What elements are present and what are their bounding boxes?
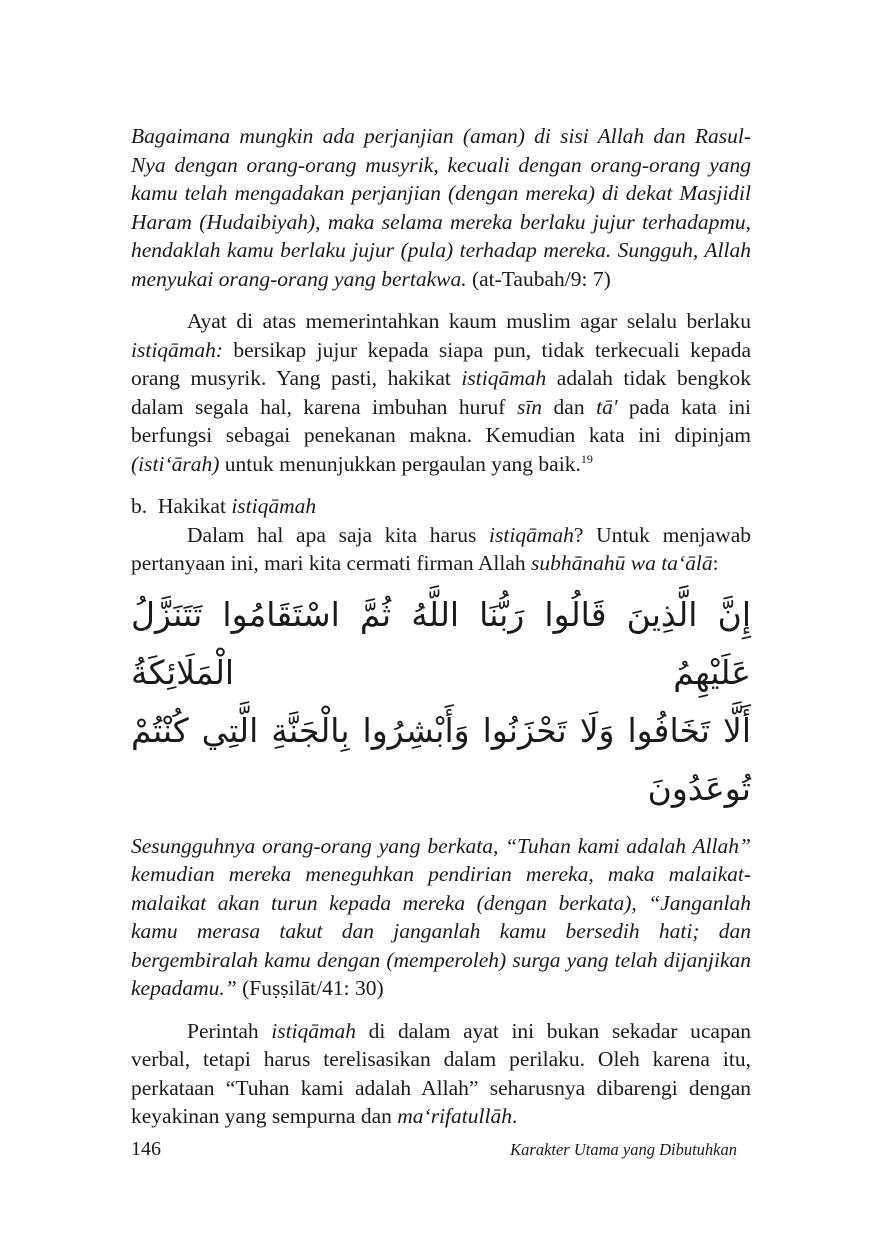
text: Dalam hal apa saja kita harus xyxy=(187,522,490,547)
text: ? Untuk menjawab pertanyaan ini, mari kita cermati firman Allah xyxy=(131,522,751,575)
text: Perintah xyxy=(187,1018,272,1043)
italic-term: istiqāmah xyxy=(271,1018,357,1043)
text: adalah tidak bengkok dalam segala hal, karena imbuhan huruf xyxy=(131,366,751,419)
section-label: b. xyxy=(131,494,148,518)
italic-term: istiqāmah xyxy=(231,494,317,518)
footnote-marker[interactable]: 19 xyxy=(580,451,593,466)
arabic-verse xyxy=(131,586,751,818)
italic-term: subhānahū wa ta‘ālā xyxy=(531,551,713,575)
text: untuk menunjukkan pergaulan yang baik. xyxy=(219,451,581,476)
page-footer xyxy=(131,1138,737,1161)
text: bersikap jujur kepada siapa pun, tidak terkecuali kepada orang musyrik. Yang pasti, hakikat xyxy=(131,337,751,390)
page-body xyxy=(131,122,751,1131)
italic-term: ma‘rifatullāh xyxy=(397,1104,512,1128)
citation: (at-Taubah/9: 7) xyxy=(471,266,611,291)
paragraph-istiqamah-meaning xyxy=(131,307,751,478)
text: di dalam ayat ini bukan sekadar ucapan verbal, tetapi harus terelisasikan dalam perilaku. Oleh karena itu, perkataan “Tuhan kami adalah Allah” seharusnya dibarengi dengan keyakinan yang sempurna dan xyxy=(131,1018,751,1128)
translation-text: Sesungguhnya orang-orang yang berkata, “Tuhan kami adalah Allah” kemudian mereka meneguhkan pendirian mereka, maka malaikat-malaikat akan turun kepada mereka (dengan berkata), “Janganlah kamu merasa takut dan janganlah kamu bersedih hati; dan bergembiralah kamu dengan (memperoleh) surga yang telah dijanjikan kepadamu.” xyxy=(131,833,751,1000)
text: pada kata ini berfungsi sebagai penekanan makna. Kemudian kata ini dipinjam xyxy=(131,394,752,447)
text: : xyxy=(712,551,719,575)
arabic-line-2: أَلَّا تَخَافُوا وَلَا تَحْزَنُوا وَأَبْشِرُوا بِالْجَنَّةِ الَّتِي كُنْتُمْ تُوعَدُونَ xyxy=(131,710,751,808)
italic-term: (isti‘ārah) xyxy=(131,451,220,476)
translation-text: Bagaimana mungkin ada perjanjian (aman) di sisi Allah dan Rasul-Nya dengan orang-orang musyrik, kecuali dengan orang-orang yang kamu telah mengadakan perjanjian (dengan mereka) di dekat Masjidil Haram (Hudaibiyah), maka selama mereka berlaku jujur terhadapmu, hendaklah kamu berlaku jujur (pula) terhadap mereka. Sungguh, Allah menyukai orang-orang yang bertakwa. xyxy=(131,124,751,291)
quran-translation-at-taubah xyxy=(131,122,751,293)
text: Hakikat xyxy=(157,494,232,518)
italic-term: istiqāmah xyxy=(489,522,574,547)
text: . xyxy=(511,1104,518,1128)
arabic-line-1: إِنَّ الَّذِينَ قَالُوا رَبُّنَا اللَّهُ ثُمَّ اسْتَقَامُوا تَتَنَزَّلُ عَلَيْهِمُ الْمَلَائِكَةُ xyxy=(131,594,751,692)
italic-term: sīn xyxy=(516,394,543,419)
paragraph-question xyxy=(131,521,751,578)
citation: (Fuṣṣilāt/41: 30) xyxy=(242,976,384,1000)
section-heading xyxy=(131,492,751,521)
quran-translation-fussilat xyxy=(131,832,751,1003)
running-title: Karakter Utama yang Dibutuhkan xyxy=(510,1140,737,1159)
italic-term: istiqāmah: xyxy=(131,337,223,362)
text: dan xyxy=(542,394,597,419)
page-number: 146 xyxy=(131,1138,161,1160)
italic-term: tā' xyxy=(596,394,618,419)
text: Ayat di atas memerintahkan kaum muslim agar selalu berlaku xyxy=(187,309,751,333)
paragraph-istiqamah-command xyxy=(131,1017,751,1131)
italic-term: istiqāmah xyxy=(461,366,547,390)
